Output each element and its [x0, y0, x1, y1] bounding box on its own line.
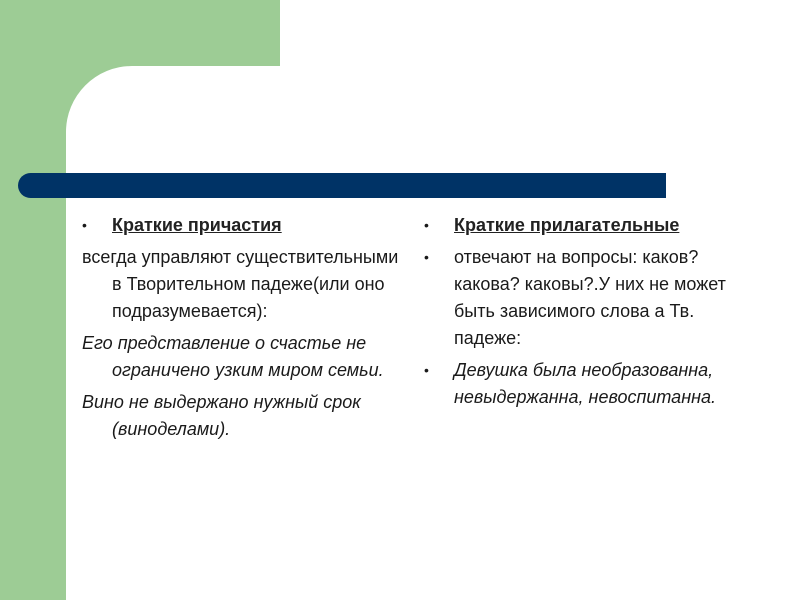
- short-adjectives-heading: • Краткие прилагательные: [454, 215, 680, 235]
- bullet-item-example-right: [424, 357, 744, 411]
- participles-example-2: Вино не выдержано нужный срок (виноделами).: [82, 392, 361, 439]
- bullet-item-rule-right: [424, 244, 744, 352]
- adjectives-rule-text: • отвечают на вопросы: каков? какова? каковы?.У них не может быть зависимого слова а Тв. падеже:: [454, 247, 726, 348]
- title-divider-bar: [18, 173, 666, 198]
- short-adjectives-column: [424, 212, 744, 416]
- bullet-item-heading-left: [82, 212, 407, 239]
- bullet-item-heading-right: [424, 212, 744, 239]
- short-participles-column: [82, 212, 407, 448]
- short-participles-heading: • Краткие причастия: [112, 215, 282, 235]
- participles-example-1: Его представление о счастье не ограничено узким миром семьи.: [82, 333, 384, 380]
- participles-rule-text: всегда управляют существительными в Творительном падеже(или оно подразумевается):: [82, 247, 399, 321]
- adjectives-example: • Девушка была необразованна, невыдержанна, невоспитанна.: [454, 360, 717, 407]
